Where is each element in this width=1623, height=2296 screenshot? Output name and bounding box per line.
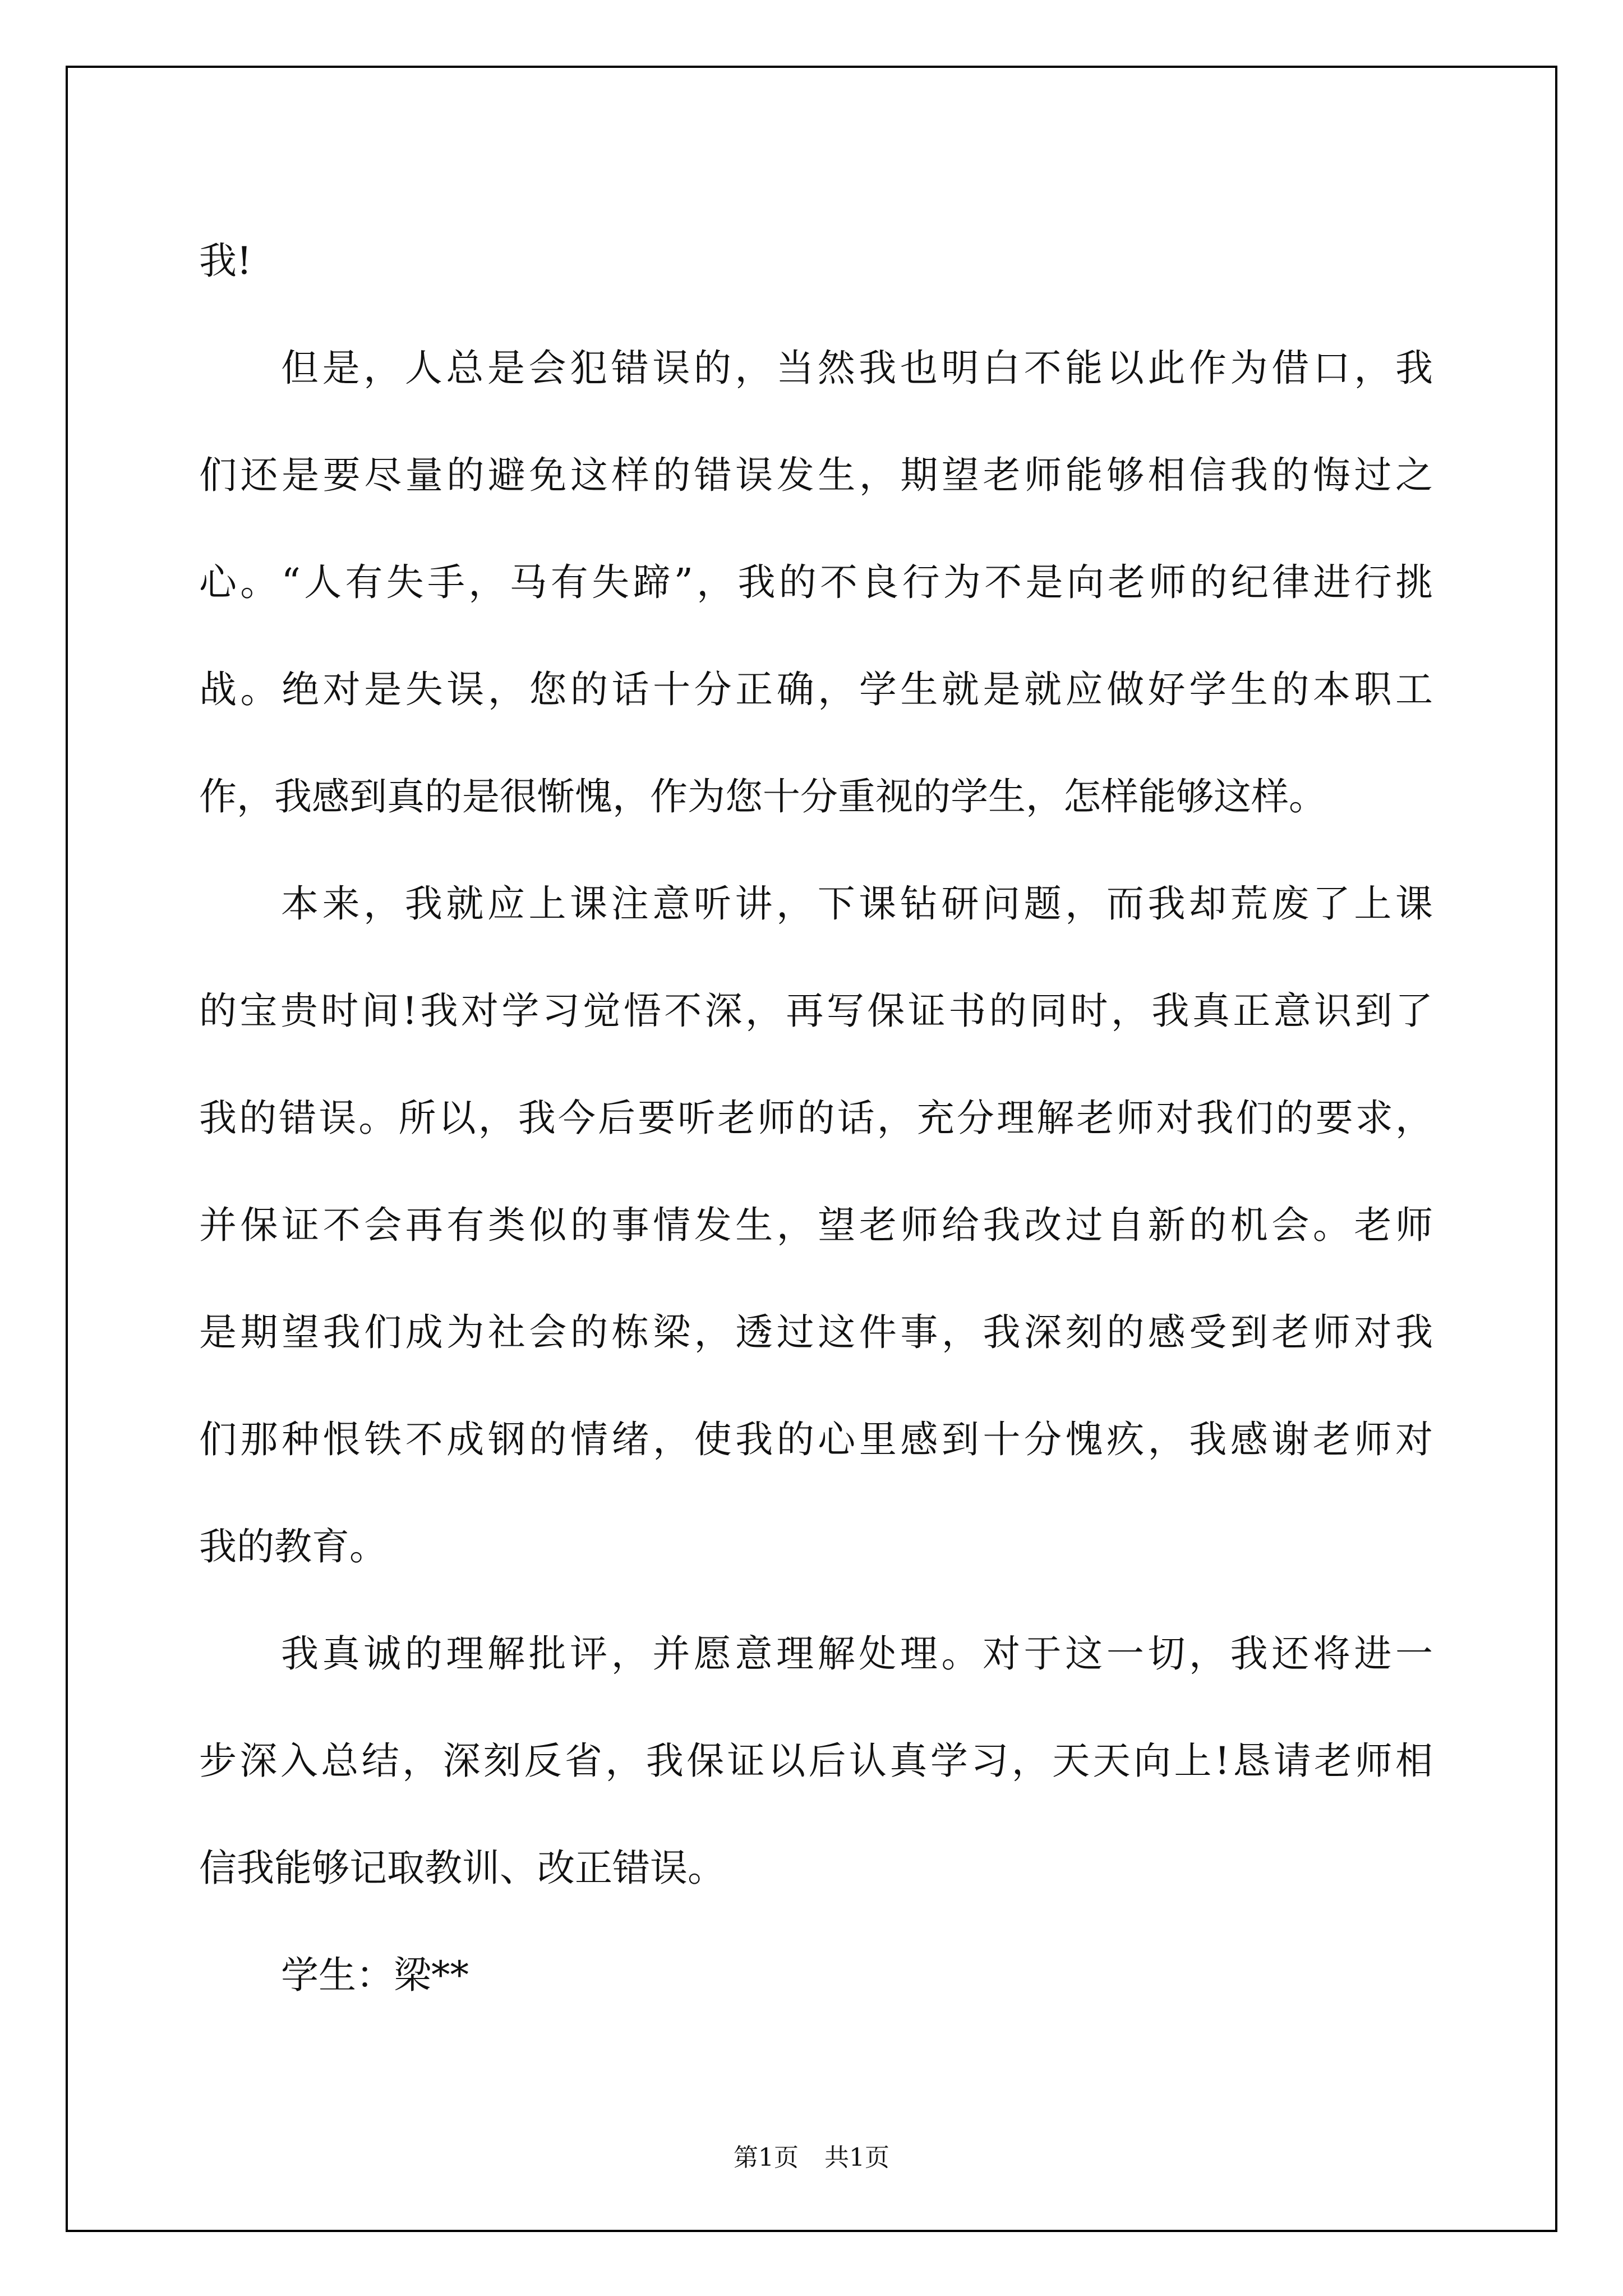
paragraph-line: 信我能够记取教训、改正错误。 xyxy=(199,1846,725,1890)
paragraph-line: 我的教育。 xyxy=(199,1525,387,1568)
paragraph-line: 步深入总结，深刻反省，我保证以后认真学习，天天向上!恳请老师相 xyxy=(199,1739,1433,1783)
paragraph-line: 但是，人总是会犯错误的，当然我也明白不能以此作为借口，我 xyxy=(281,346,1433,390)
paragraph-line: 我真诚的理解批评，并愿意理解处理。对于这一切，我还将进一 xyxy=(281,1632,1433,1676)
paragraph-line: 们那种恨铁不成钢的情绪，使我的心里感到十分愧疚，我感谢老师对 xyxy=(199,1418,1433,1461)
signature-line: 学生：梁** xyxy=(281,1953,469,1997)
paragraph-line: 并保证不会再有类似的事情发生，望老师给我改过自新的机会。老师 xyxy=(199,1203,1433,1247)
page-footer xyxy=(0,2137,1623,2173)
paragraph-line: 心。“人有失手，马有失蹄”，我的不良行为不是向老师的纪律进行挑 xyxy=(199,560,1433,604)
paragraph-line: 们还是要尽量的避免这样的错误发生，期望老师能够相信我的悔过之 xyxy=(199,453,1433,497)
page-number: 第1页 xyxy=(734,2143,799,2172)
letter-body xyxy=(199,208,1433,2029)
paragraph-line: 我! xyxy=(199,239,252,283)
paragraph-line: 的宝贵时间!我对学习觉悟不深，再写保证书的同时，我真正意识到了 xyxy=(199,989,1433,1033)
paragraph-line: 战。绝对是失误，您的话十分正确，学生就是就应做好学生的本职工 xyxy=(199,668,1433,711)
paragraph-line: 我的错误。所以，我今后要听老师的话，充分理解老师对我们的要求， xyxy=(199,1096,1433,1140)
page-total: 共1页 xyxy=(824,2143,889,2172)
paragraph-line: 作，我感到真的是很惭愧，作为您十分重视的学生，怎样能够这样。 xyxy=(199,775,1326,818)
paragraph-line: 是期望我们成为社会的栋梁，透过这件事，我深刻的感受到老师对我 xyxy=(199,1310,1433,1354)
paragraph-line: 本来，我就应上课注意听讲，下课钻研问题，而我却荒废了上课 xyxy=(281,882,1433,926)
